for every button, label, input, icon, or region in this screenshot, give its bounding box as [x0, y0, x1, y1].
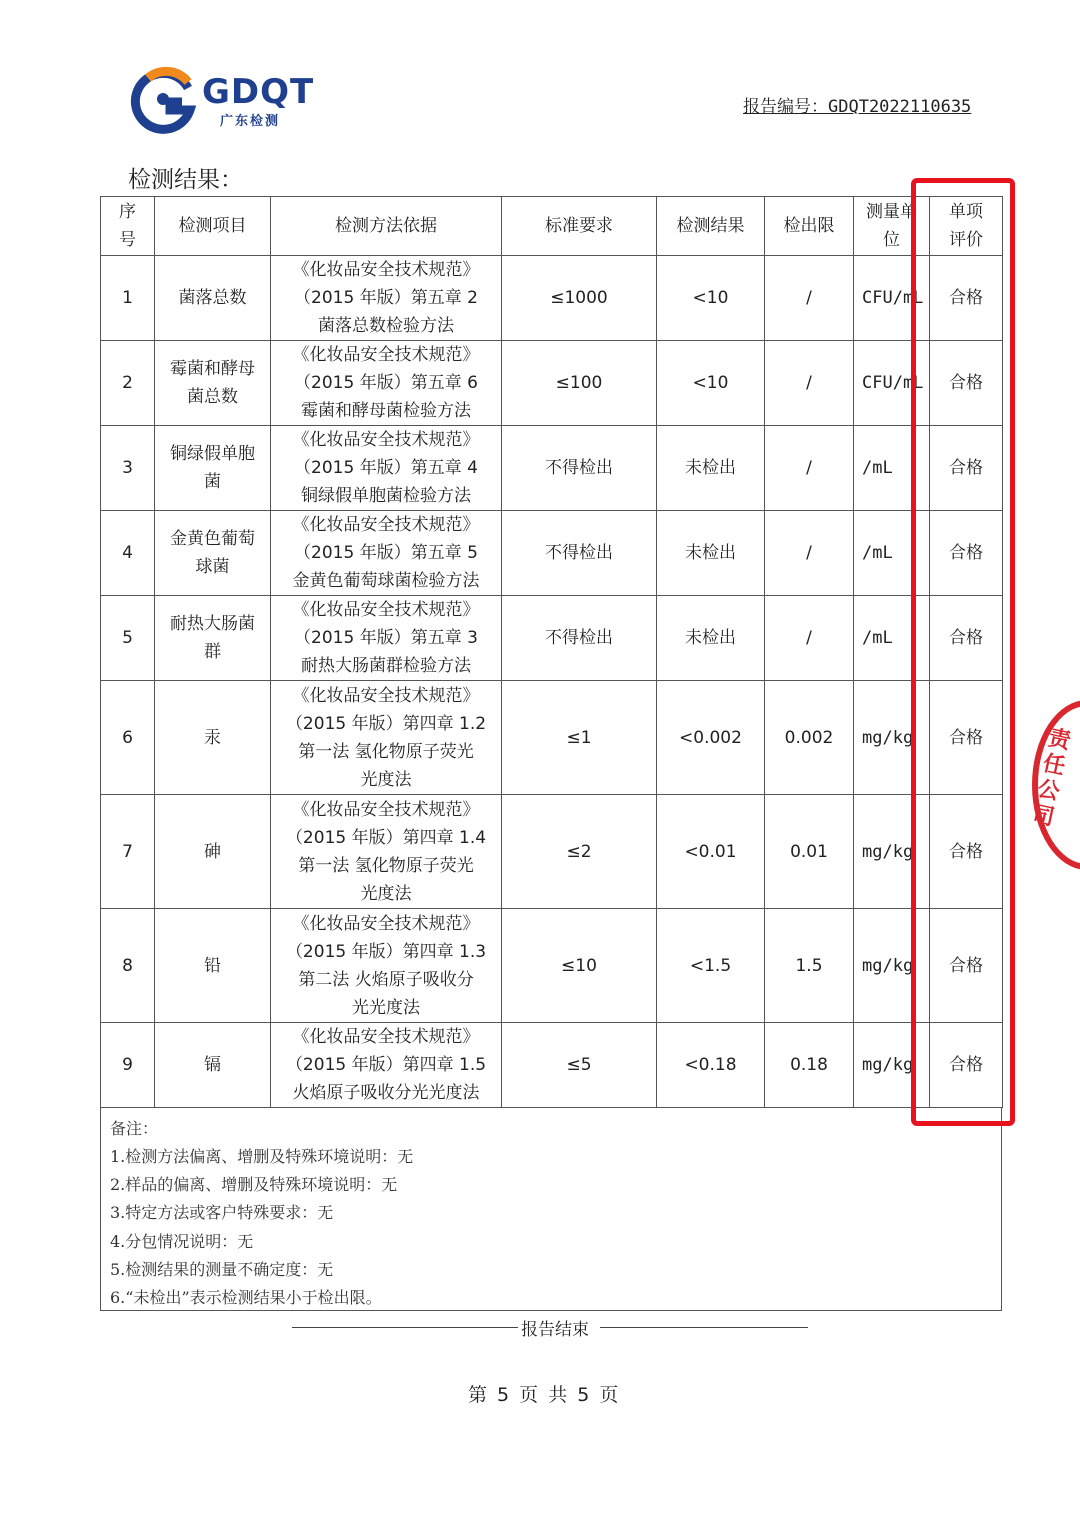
- header-seq: 序 号: [101, 197, 155, 256]
- cell-seq: 3: [101, 426, 155, 511]
- item-line: 铜绿假单胞: [170, 444, 255, 464]
- table-row: [101, 511, 1003, 596]
- method-line: 《化妆品安全技术规范》: [292, 799, 480, 820]
- cell-unit: mg/kg: [854, 795, 930, 909]
- cell-evaluation: 合格: [930, 256, 1003, 341]
- method-line: （2015 年版）第四章 1.2: [285, 713, 487, 734]
- item-line: 汞: [204, 727, 221, 748]
- header-result: 检测结果: [657, 197, 765, 256]
- cell-method: [271, 426, 502, 511]
- item-line: 菌: [204, 472, 221, 492]
- method-line: （2015 年版）第五章 6: [294, 373, 478, 393]
- table-row: [101, 341, 1003, 426]
- cell-unit: mg/kg: [854, 681, 930, 795]
- report-end-text: 报告结束: [521, 1320, 589, 1340]
- cell-standard: ≤1: [502, 681, 657, 795]
- method-line: 光度法: [360, 883, 412, 904]
- cell-evaluation: 合格: [930, 909, 1003, 1023]
- item-line: 金黄色葡萄: [170, 529, 255, 549]
- method-line: 《化妆品安全技术规范》: [292, 913, 480, 934]
- item-line: 镉: [204, 1055, 221, 1075]
- method-line: （2015 年版）第四章 1.5: [285, 1055, 487, 1075]
- cell-limit: /: [765, 426, 854, 511]
- cell-result: <1.5: [657, 909, 765, 1023]
- cell-limit: 0.18: [765, 1023, 854, 1108]
- cell-item: [155, 596, 271, 681]
- cell-unit: CFU/mL: [854, 256, 930, 341]
- results-table: [100, 196, 1003, 1108]
- header-item: 检测项目: [155, 197, 271, 256]
- method-line: （2015 年版）第五章 3: [294, 628, 478, 648]
- remark-item: 5.检测结果的测量不确定度：无: [110, 1260, 334, 1279]
- cell-result: <0.18: [657, 1023, 765, 1108]
- cell-method: [271, 681, 502, 795]
- header-method: 检测方法依据: [271, 197, 502, 256]
- item-line: 霉菌和酵母: [170, 359, 255, 379]
- cell-item: [155, 511, 271, 596]
- method-line: 火焰原子吸收分光光度法: [292, 1083, 480, 1103]
- cell-limit: 1.5: [765, 909, 854, 1023]
- table-row: [101, 909, 1003, 1023]
- cell-standard: ≤5: [502, 1023, 657, 1108]
- cell-result: <10: [657, 256, 765, 341]
- method-line: 《化妆品安全技术规范》: [292, 260, 480, 280]
- cell-limit: /: [765, 256, 854, 341]
- cell-item: [155, 426, 271, 511]
- page-number: 第 5 页 共 5 页: [468, 1384, 621, 1406]
- item-line: 菌总数: [187, 387, 238, 407]
- item-line: 球菌: [195, 557, 230, 577]
- remark-item: 3.特定方法或客户特殊要求：无: [110, 1203, 334, 1222]
- cell-item: [155, 341, 271, 426]
- cell-item: [155, 909, 271, 1023]
- table-row: [101, 681, 1003, 795]
- cell-seq: 8: [101, 909, 155, 1023]
- method-line: 《化妆品安全技术规范》: [292, 345, 480, 365]
- cell-result: 未检出: [657, 511, 765, 596]
- table-row: [101, 795, 1003, 909]
- table-row: [101, 426, 1003, 511]
- table-row: [101, 256, 1003, 341]
- cell-standard: 不得检出: [502, 511, 657, 596]
- method-line: （2015 年版）第四章 1.3: [285, 941, 487, 962]
- remarks-box: [100, 1108, 1002, 1311]
- item-line: 铅: [204, 955, 221, 976]
- cell-item: [155, 1023, 271, 1108]
- method-line: 霉菌和酵母菌检验方法: [301, 401, 471, 421]
- header-unit: 测量单 位: [854, 197, 930, 256]
- end-divider-left: [292, 1327, 518, 1328]
- table-row: [101, 1023, 1003, 1108]
- cell-item: [155, 256, 271, 341]
- cell-standard: ≤1000: [502, 256, 657, 341]
- cell-unit: /mL: [854, 511, 930, 596]
- logo-mark-icon: [130, 66, 200, 136]
- method-line: 《化妆品安全技术规范》: [292, 685, 480, 706]
- method-line: 光光度法: [352, 997, 420, 1018]
- cell-result: 未检出: [657, 426, 765, 511]
- cell-method: [271, 341, 502, 426]
- remarks-title: 备注：: [110, 1119, 159, 1138]
- method-line: 铜绿假单胞菌检验方法: [301, 486, 471, 506]
- cell-limit: 0.01: [765, 795, 854, 909]
- cell-unit: mg/kg: [854, 1023, 930, 1108]
- cell-evaluation: 合格: [930, 511, 1003, 596]
- company-logo: [130, 66, 320, 136]
- cell-limit: /: [765, 596, 854, 681]
- method-line: 《化妆品安全技术规范》: [292, 430, 480, 450]
- method-line: 第一法 氢化物原子荧光: [298, 855, 474, 876]
- cell-standard: ≤2: [502, 795, 657, 909]
- cell-method: [271, 511, 502, 596]
- logo-text: GDQT: [202, 72, 315, 112]
- table-row: [101, 596, 1003, 681]
- method-line: 《化妆品安全技术规范》: [292, 600, 480, 620]
- method-line: 《化妆品安全技术规范》: [292, 1027, 480, 1047]
- cell-method: [271, 795, 502, 909]
- method-line: 第一法 氢化物原子荧光: [298, 741, 474, 762]
- cell-unit: CFU/mL: [854, 341, 930, 426]
- cell-unit: /mL: [854, 596, 930, 681]
- seal-text: 责任公司: [1029, 725, 1073, 831]
- cell-seq: 9: [101, 1023, 155, 1108]
- item-line: 砷: [204, 841, 221, 862]
- method-line: （2015 年版）第五章 5: [294, 543, 478, 563]
- cell-seq: 7: [101, 795, 155, 909]
- cell-method: [271, 1023, 502, 1108]
- cell-result: 未检出: [657, 596, 765, 681]
- method-line: 《化妆品安全技术规范》: [292, 515, 480, 535]
- remark-item: 1.检测方法偏离、增删及特殊环境说明：无: [110, 1147, 414, 1166]
- report-number: 报告编号：GDQT2022110635: [743, 97, 972, 117]
- header-evaluation: 单项 评价: [930, 197, 1003, 256]
- header-standard: 标准要求: [502, 197, 657, 256]
- cell-result: <10: [657, 341, 765, 426]
- cell-evaluation: 合格: [930, 681, 1003, 795]
- method-line: 光度法: [360, 769, 412, 790]
- cell-method: [271, 596, 502, 681]
- cell-evaluation: 合格: [930, 795, 1003, 909]
- remark-item: 4.分包情况说明：无: [110, 1232, 254, 1251]
- cell-item: [155, 681, 271, 795]
- method-line: （2015 年版）第四章 1.4: [285, 827, 487, 848]
- cell-seq: 5: [101, 596, 155, 681]
- cell-result: <0.01: [657, 795, 765, 909]
- cell-standard: 不得检出: [502, 426, 657, 511]
- item-line: 耐热大肠菌: [170, 614, 255, 634]
- cell-seq: 2: [101, 341, 155, 426]
- cell-standard: 不得检出: [502, 596, 657, 681]
- method-line: （2015 年版）第五章 2: [294, 288, 478, 308]
- end-divider-right: [600, 1327, 808, 1328]
- cell-unit: /mL: [854, 426, 930, 511]
- logo-subtext: 广东检测: [220, 114, 281, 129]
- header-limit: 检出限: [765, 197, 854, 256]
- method-line: （2015 年版）第五章 4: [294, 458, 478, 478]
- highlight-box: [911, 178, 1015, 1126]
- item-line: 群: [204, 642, 221, 662]
- cell-item: [155, 795, 271, 909]
- remark-item: 6.“未检出”表示检测结果小于检出限。: [110, 1288, 382, 1307]
- cell-method: [271, 256, 502, 341]
- cell-evaluation: 合格: [930, 596, 1003, 681]
- cell-limit: /: [765, 341, 854, 426]
- method-line: 菌落总数检验方法: [318, 316, 454, 336]
- cell-evaluation: 合格: [930, 1023, 1003, 1108]
- cell-standard: ≤10: [502, 909, 657, 1023]
- cell-seq: 1: [101, 256, 155, 341]
- cell-seq: 6: [101, 681, 155, 795]
- cell-limit: 0.002: [765, 681, 854, 795]
- item-line: 菌落总数: [178, 288, 247, 308]
- cell-method: [271, 909, 502, 1023]
- cell-standard: ≤100: [502, 341, 657, 426]
- cell-result: <0.002: [657, 681, 765, 795]
- cell-evaluation: 合格: [930, 341, 1003, 426]
- section-title: 检测结果：: [128, 167, 243, 193]
- cell-evaluation: 合格: [930, 426, 1003, 511]
- remark-item: 2.样品的偏离、增删及特殊环境说明：无: [110, 1175, 398, 1194]
- cell-limit: /: [765, 511, 854, 596]
- cell-seq: 4: [101, 511, 155, 596]
- method-line: 耐热大肠菌群检验方法: [301, 656, 471, 676]
- table-header-row: [101, 197, 1003, 256]
- method-line: 金黄色葡萄球菌检验方法: [292, 571, 480, 591]
- method-line: 第二法 火焰原子吸收分: [298, 969, 474, 990]
- cell-unit: mg/kg: [854, 909, 930, 1023]
